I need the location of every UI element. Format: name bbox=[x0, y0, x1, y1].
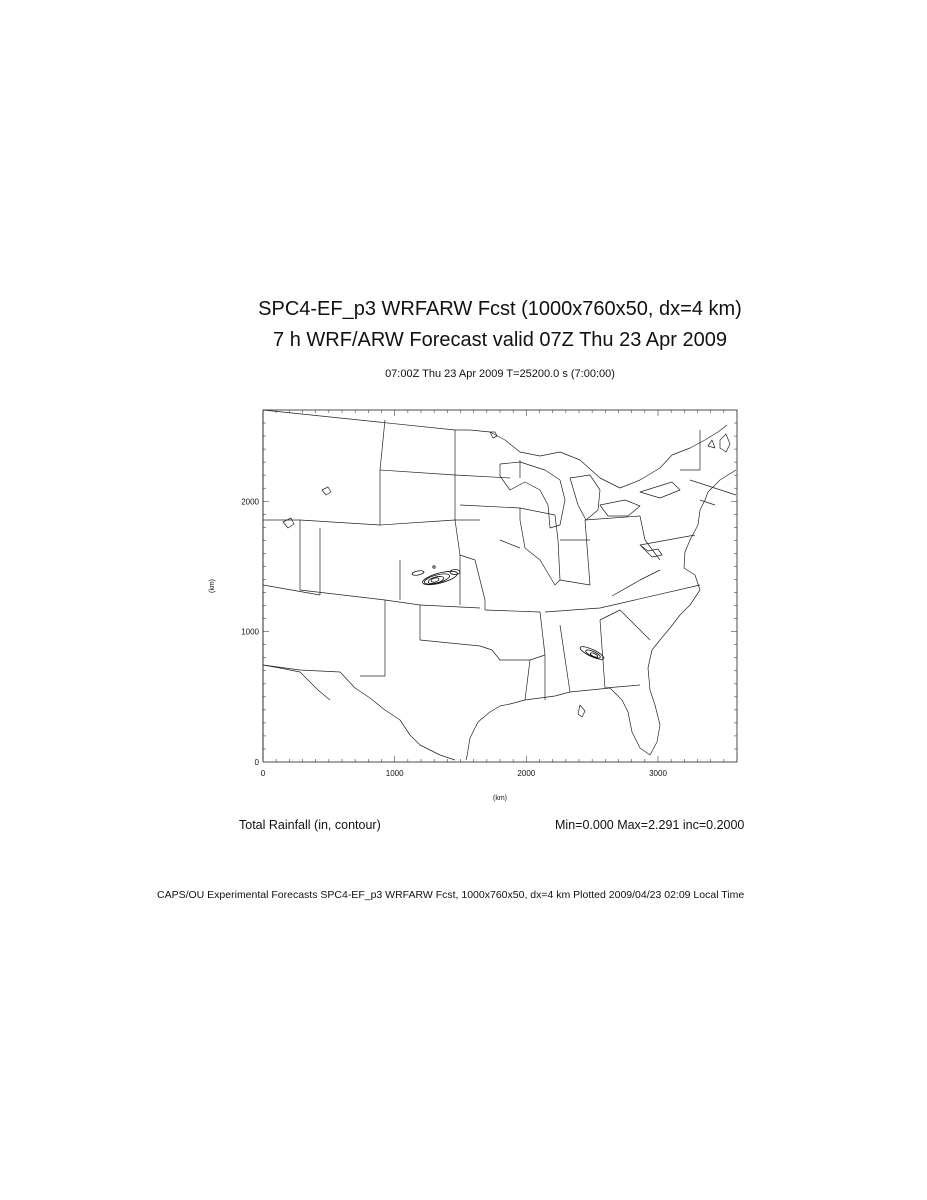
y-axis-label: (km) bbox=[209, 579, 216, 593]
y-tick-label: 2000 bbox=[241, 497, 259, 507]
plot-title-line2: 7 h WRF/ARW Forecast valid 07Z Thu 23 Apr 2009 bbox=[273, 329, 727, 351]
y-tick-label: 0 bbox=[254, 758, 259, 767]
plot-title-line1: SPC4-EF_p3 WRFARW Fcst (1000x760x50, dx=4 km) bbox=[258, 298, 742, 320]
baja-coast bbox=[263, 665, 330, 700]
mexico-border bbox=[263, 665, 455, 760]
rainfall-contour-alabama bbox=[579, 644, 606, 661]
gulf-coast bbox=[466, 688, 610, 760]
state-boundaries bbox=[263, 410, 736, 760]
y-tick-label: 1000 bbox=[241, 627, 259, 637]
atlantic-coast bbox=[610, 470, 736, 755]
x-tick-label: 0 bbox=[260, 769, 266, 778]
axis-ticks bbox=[263, 410, 737, 762]
map-frame bbox=[263, 410, 737, 762]
x-tick-label: 3000 bbox=[649, 769, 667, 778]
canada-border bbox=[263, 410, 727, 488]
x-axis-label: (km) bbox=[493, 795, 507, 802]
rainfall-contours bbox=[412, 566, 606, 662]
rainfall-contour-kansas bbox=[412, 566, 460, 588]
contour-field-label: Total Rainfall (in, contour) bbox=[239, 818, 381, 832]
map-border bbox=[263, 410, 737, 762]
x-tick-label: 2000 bbox=[517, 769, 536, 778]
axis-tick-labels bbox=[241, 497, 667, 778]
valid-time-label: 07:00Z Thu 23 Apr 2009 T=25200.0 s (7:00:00) bbox=[385, 368, 615, 380]
plot-footer: CAPS/OU Experimental Forecasts SPC4-EF_p3 WRFARW Fcst, 1000x760x50, dx=4 km Plotted 2009/04/23 02:09 Local Time bbox=[157, 889, 745, 901]
x-tick-label: 1000 bbox=[385, 769, 404, 778]
contour-range-label: Min=0.000 Max=2.291 inc=0.2000 bbox=[555, 818, 745, 832]
